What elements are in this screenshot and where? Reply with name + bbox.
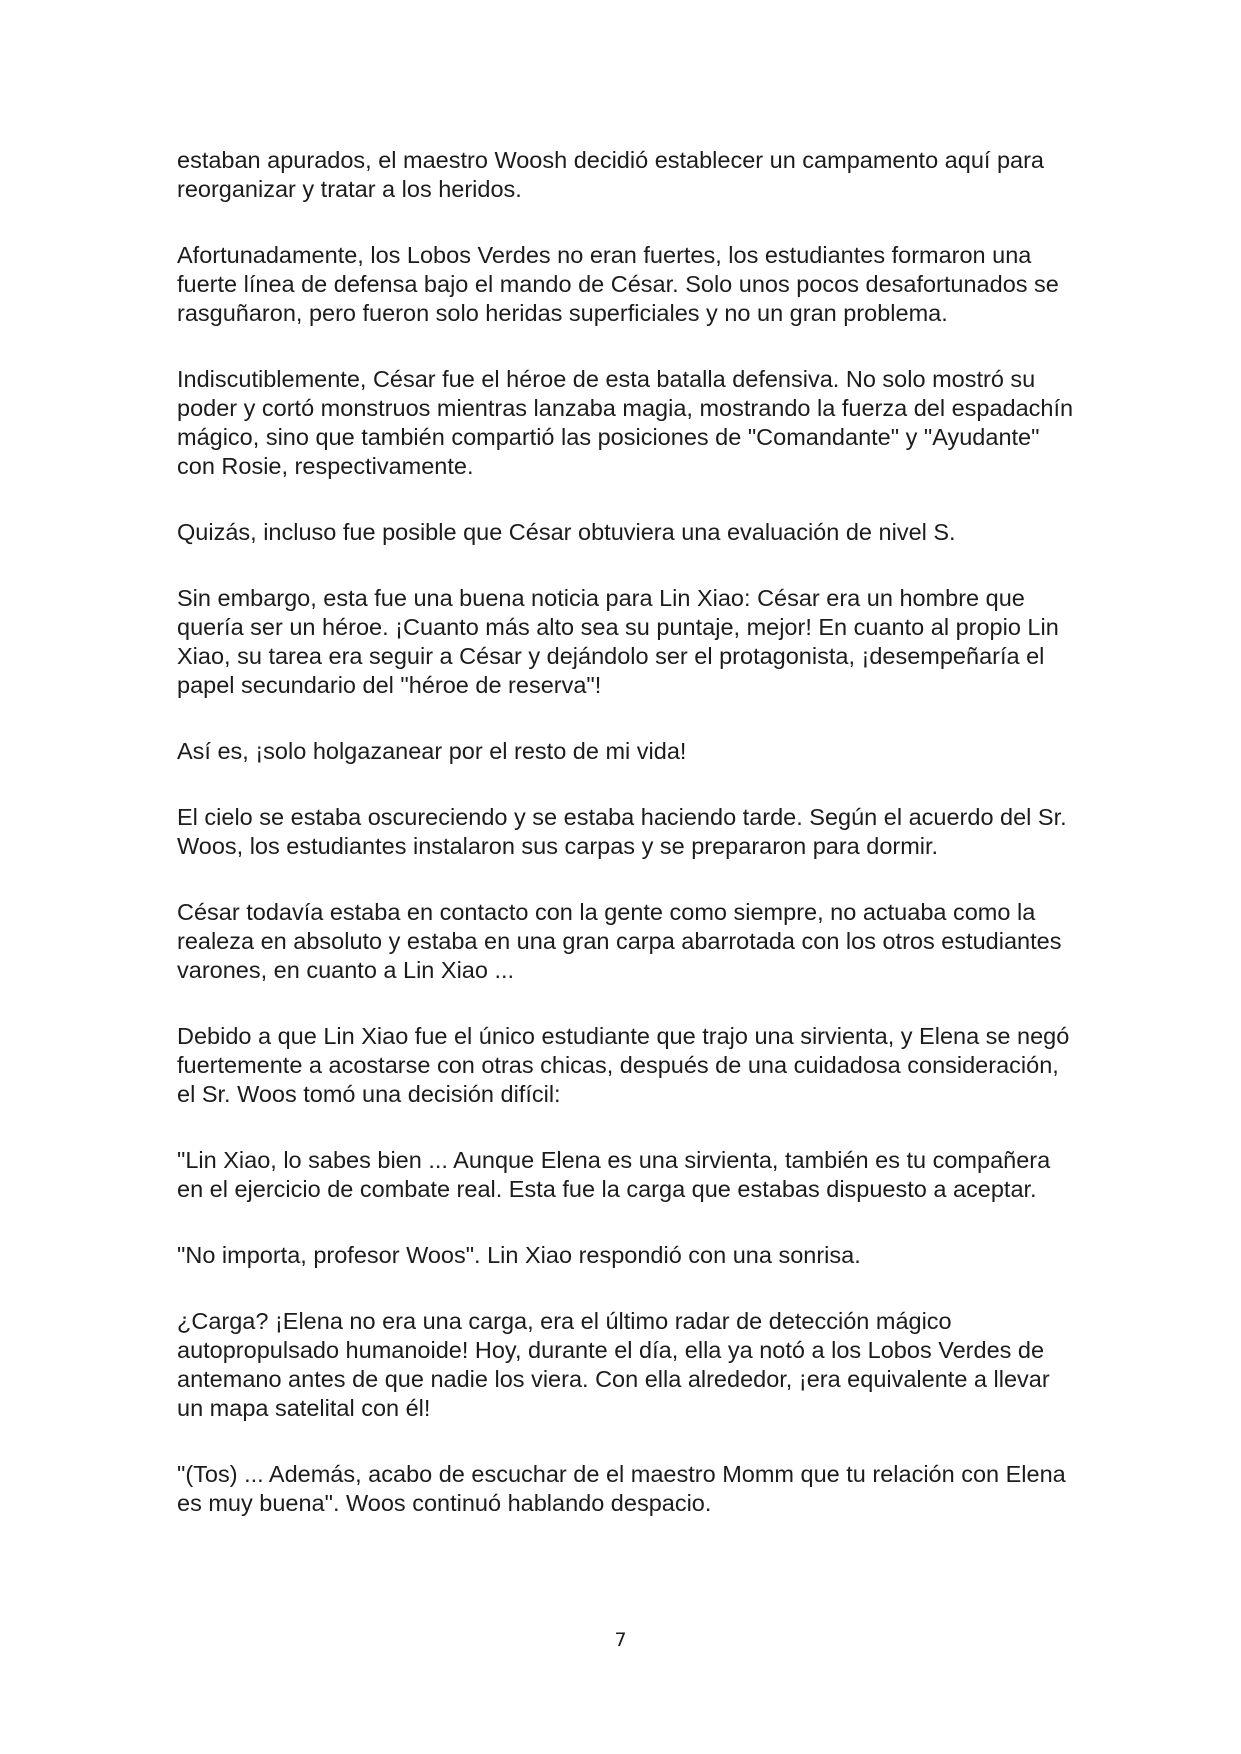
body-text: [177, 146, 1077, 1518]
paragraph-3: Indiscutiblemente, César fue el héroe de esta batalla defensiva. No solo mostró su poder y cortó monstruos mientras lanzaba magia, mostrando la fuerza del espadachín mágico, sino que también compartió las posiciones de "Comandante" y "Ayudante" con Rosie, respectivamente.: [177, 366, 1074, 479]
paragraph-13: "(Tos) ... Además, acabo de escuchar de el maestro Momm que tu relación con Elena es muy buena". Woos continuó hablando despacio.: [177, 1461, 1066, 1516]
paragraph-10: "Lin Xiao, lo sabes bien ... Aunque Elena es una sirvienta, también es tu compañera en el ejercicio de combate real. Esta fue la carga que estabas dispuesto a aceptar.: [177, 1147, 1051, 1202]
paragraph-12: ¿Carga? ¡Elena no era una carga, era el último radar de detección mágico autopropulsado humanoide! Hoy, durante el día, ella ya notó a los Lobos Verdes de antemano antes de que nadie los viera. Con ella alrededor, ¡era equivalente a llevar un mapa satelital con él!: [177, 1308, 1050, 1421]
paragraph-11: "No importa, profesor Woos". Lin Xiao respondió con una sonrisa.: [177, 1242, 861, 1268]
paragraph-2: Afortunadamente, los Lobos Verdes no eran fuertes, los estudiantes formaron una fuerte línea de defensa bajo el mando de César. Solo unos pocos desafortunados se rasguñaron, pero fueron solo heridas superficiales y no un gran problema.: [177, 242, 1059, 326]
paragraph-1: estaban apurados, el maestro Woosh decidió establecer un campamento aquí para reorganizar y tratar a los heridos.: [177, 147, 1044, 202]
paragraph-7: El cielo se estaba oscureciendo y se estaba haciendo tarde. Según el acuerdo del Sr. Woos, los estudiantes instalaron sus carpas y se prepararon para dormir.: [177, 804, 1067, 859]
page-number: 7: [614, 1629, 627, 1651]
paragraph-9: Debido a que Lin Xiao fue el único estudiante que trajo una sirvienta, y Elena se negó fuertemente a acostarse con otras chicas, después de una cuidadosa consideración, el Sr. Woos tomó una decisión difícil:: [177, 1023, 1070, 1107]
paragraph-6: Así es, ¡solo holgazanear por el resto de mi vida!: [177, 738, 687, 764]
paragraph-4: Quizás, incluso fue posible que César obtuviera una evaluación de nivel S.: [177, 519, 956, 545]
paragraph-5: Sin embargo, esta fue una buena noticia para Lin Xiao: César era un hombre que quería ser un héroe. ¡Cuanto más alto sea su puntaje, mejor! En cuanto al propio Lin Xiao, su tarea era seguir a César y dejándolo ser el protagonista, ¡desempeñaría el papel secundario del "héroe de reserva"!: [177, 585, 1059, 698]
paragraph-8: César todavía estaba en contacto con la gente como siempre, no actuaba como la realeza en absoluto y estaba en una gran carpa abarrotada con los otros estudiantes varones, en cuanto a Lin Xiao ...: [177, 899, 1062, 983]
